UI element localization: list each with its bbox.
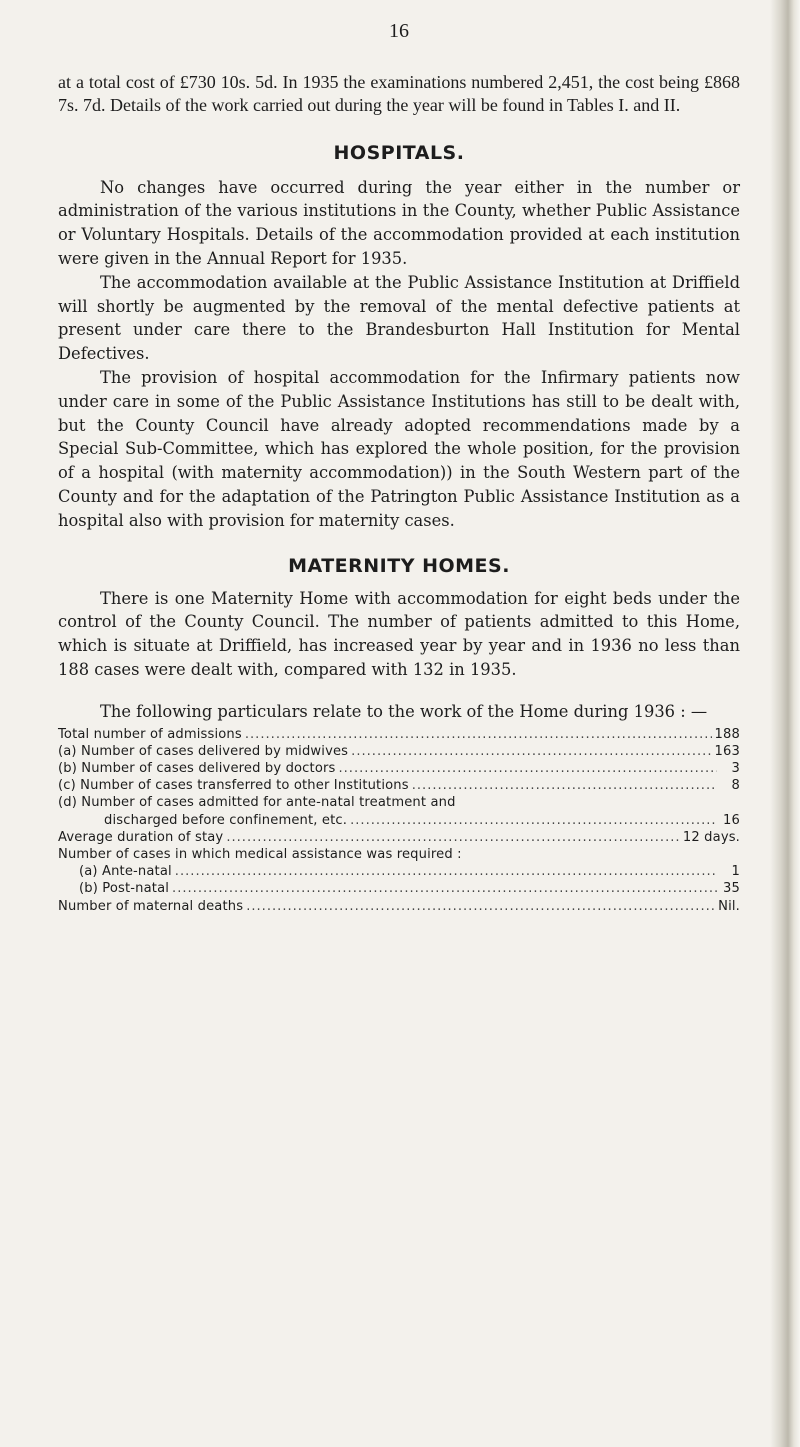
page-number: 16 <box>389 20 409 42</box>
table-row <box>58 863 740 880</box>
maternity-statistics-table <box>58 726 740 915</box>
row-label: discharged before confinement, etc. <box>104 812 348 828</box>
leader-dots <box>338 760 717 777</box>
row-label: (a) Number of cases delivered by midwives <box>58 743 349 759</box>
page-edge-shadow <box>770 0 800 1447</box>
row-label: Number of maternal deaths <box>58 898 244 914</box>
table-row-text: Number of cases in which medical assistance was required : <box>58 846 462 862</box>
row-value: 163 <box>714 743 740 759</box>
table-row <box>58 829 740 846</box>
row-value: 16 <box>723 812 740 828</box>
row-label: (c) Number of cases transferred to other Institutions <box>58 778 409 794</box>
table-row <box>58 812 740 829</box>
row-value: 3 <box>731 760 740 776</box>
leader-dots <box>350 812 717 829</box>
row-value: Nil. <box>718 898 740 914</box>
hospitals-paragraph-2: The accommodation available at the Public Assistance Institution at Driffield will shortly be augmented by the removal of the mental defective patients at present under care there to the Brandesburton Hall Institution for Mental Defectives. <box>58 272 740 364</box>
maternity-heading: MATERNITY HOMES. <box>288 554 510 577</box>
leader-dots <box>245 726 712 743</box>
leader-dots <box>412 777 717 794</box>
row-value: 8 <box>731 778 740 794</box>
maternity-paragraph-1: There is one Maternity Home with accommodation for eight beds under the control of the County Council. The number of patients admitted to this Home, which is situate at Driffield, has increased year by year and in 1936 no less than 188 cases were dealt with, compared with 132 in 1935. <box>58 588 740 679</box>
intro-paragraph: at a total cost of £730 10s. 5d. In 1935 the examinations numbered 2,451, the cost being £868 7s. 7d. Details of the work carried out during the year will be found in Tables I. and II. <box>58 72 740 115</box>
leader-dots <box>246 898 715 915</box>
leader-dots <box>226 829 680 846</box>
leader-dots <box>175 863 717 880</box>
row-label: (b) Post-natal <box>79 881 170 897</box>
table-row <box>58 880 740 897</box>
table-row <box>58 777 740 794</box>
row-label: (a) Ante-natal <box>79 864 172 880</box>
table-row <box>58 898 740 915</box>
table-row <box>58 726 740 743</box>
table-row <box>58 743 740 760</box>
row-value: 188 <box>714 726 740 742</box>
document-page <box>58 20 740 915</box>
row-value: 1 <box>731 864 740 880</box>
row-label: Average duration of stay <box>58 829 224 845</box>
maternity-paragraph-2: The following particulars relate to the work of the Home during 1936 : — <box>100 701 708 721</box>
table-row <box>58 760 740 777</box>
leader-dots <box>172 880 717 897</box>
leader-dots <box>351 743 711 760</box>
hospitals-paragraph-1: No changes have occurred during the year either in the number or administration of the various institutions in the County, whether Public Assistance or Voluntary Hospitals. Details of the accommodation provided at each institution were given in the Annual Report for 1935. <box>58 177 740 268</box>
row-label: Total number of admissions <box>58 726 242 742</box>
hospitals-paragraph-3: The provision of hospital accommodation for the Infirmary patients now under care in some of the Public Assistance Institutions has still to be dealt with, but the County Council have already adopted recommendations made by a Special Sub-Committee, which has explored the whole position, for the provision of a hospital (with maternity accommodation)) in the South Western part of the County and for the adaptation of the Patrington Public Assistance Institution as a hospital also with provision for maternity cases. <box>58 367 740 530</box>
table-row-text: (d) Number of cases admitted for ante-natal treatment and <box>58 795 456 811</box>
row-value: 35 <box>723 881 740 897</box>
hospitals-heading: HOSPITALS. <box>333 141 465 164</box>
row-value: 12 days. <box>682 829 740 845</box>
row-label: (b) Number of cases delivered by doctors <box>58 760 336 776</box>
